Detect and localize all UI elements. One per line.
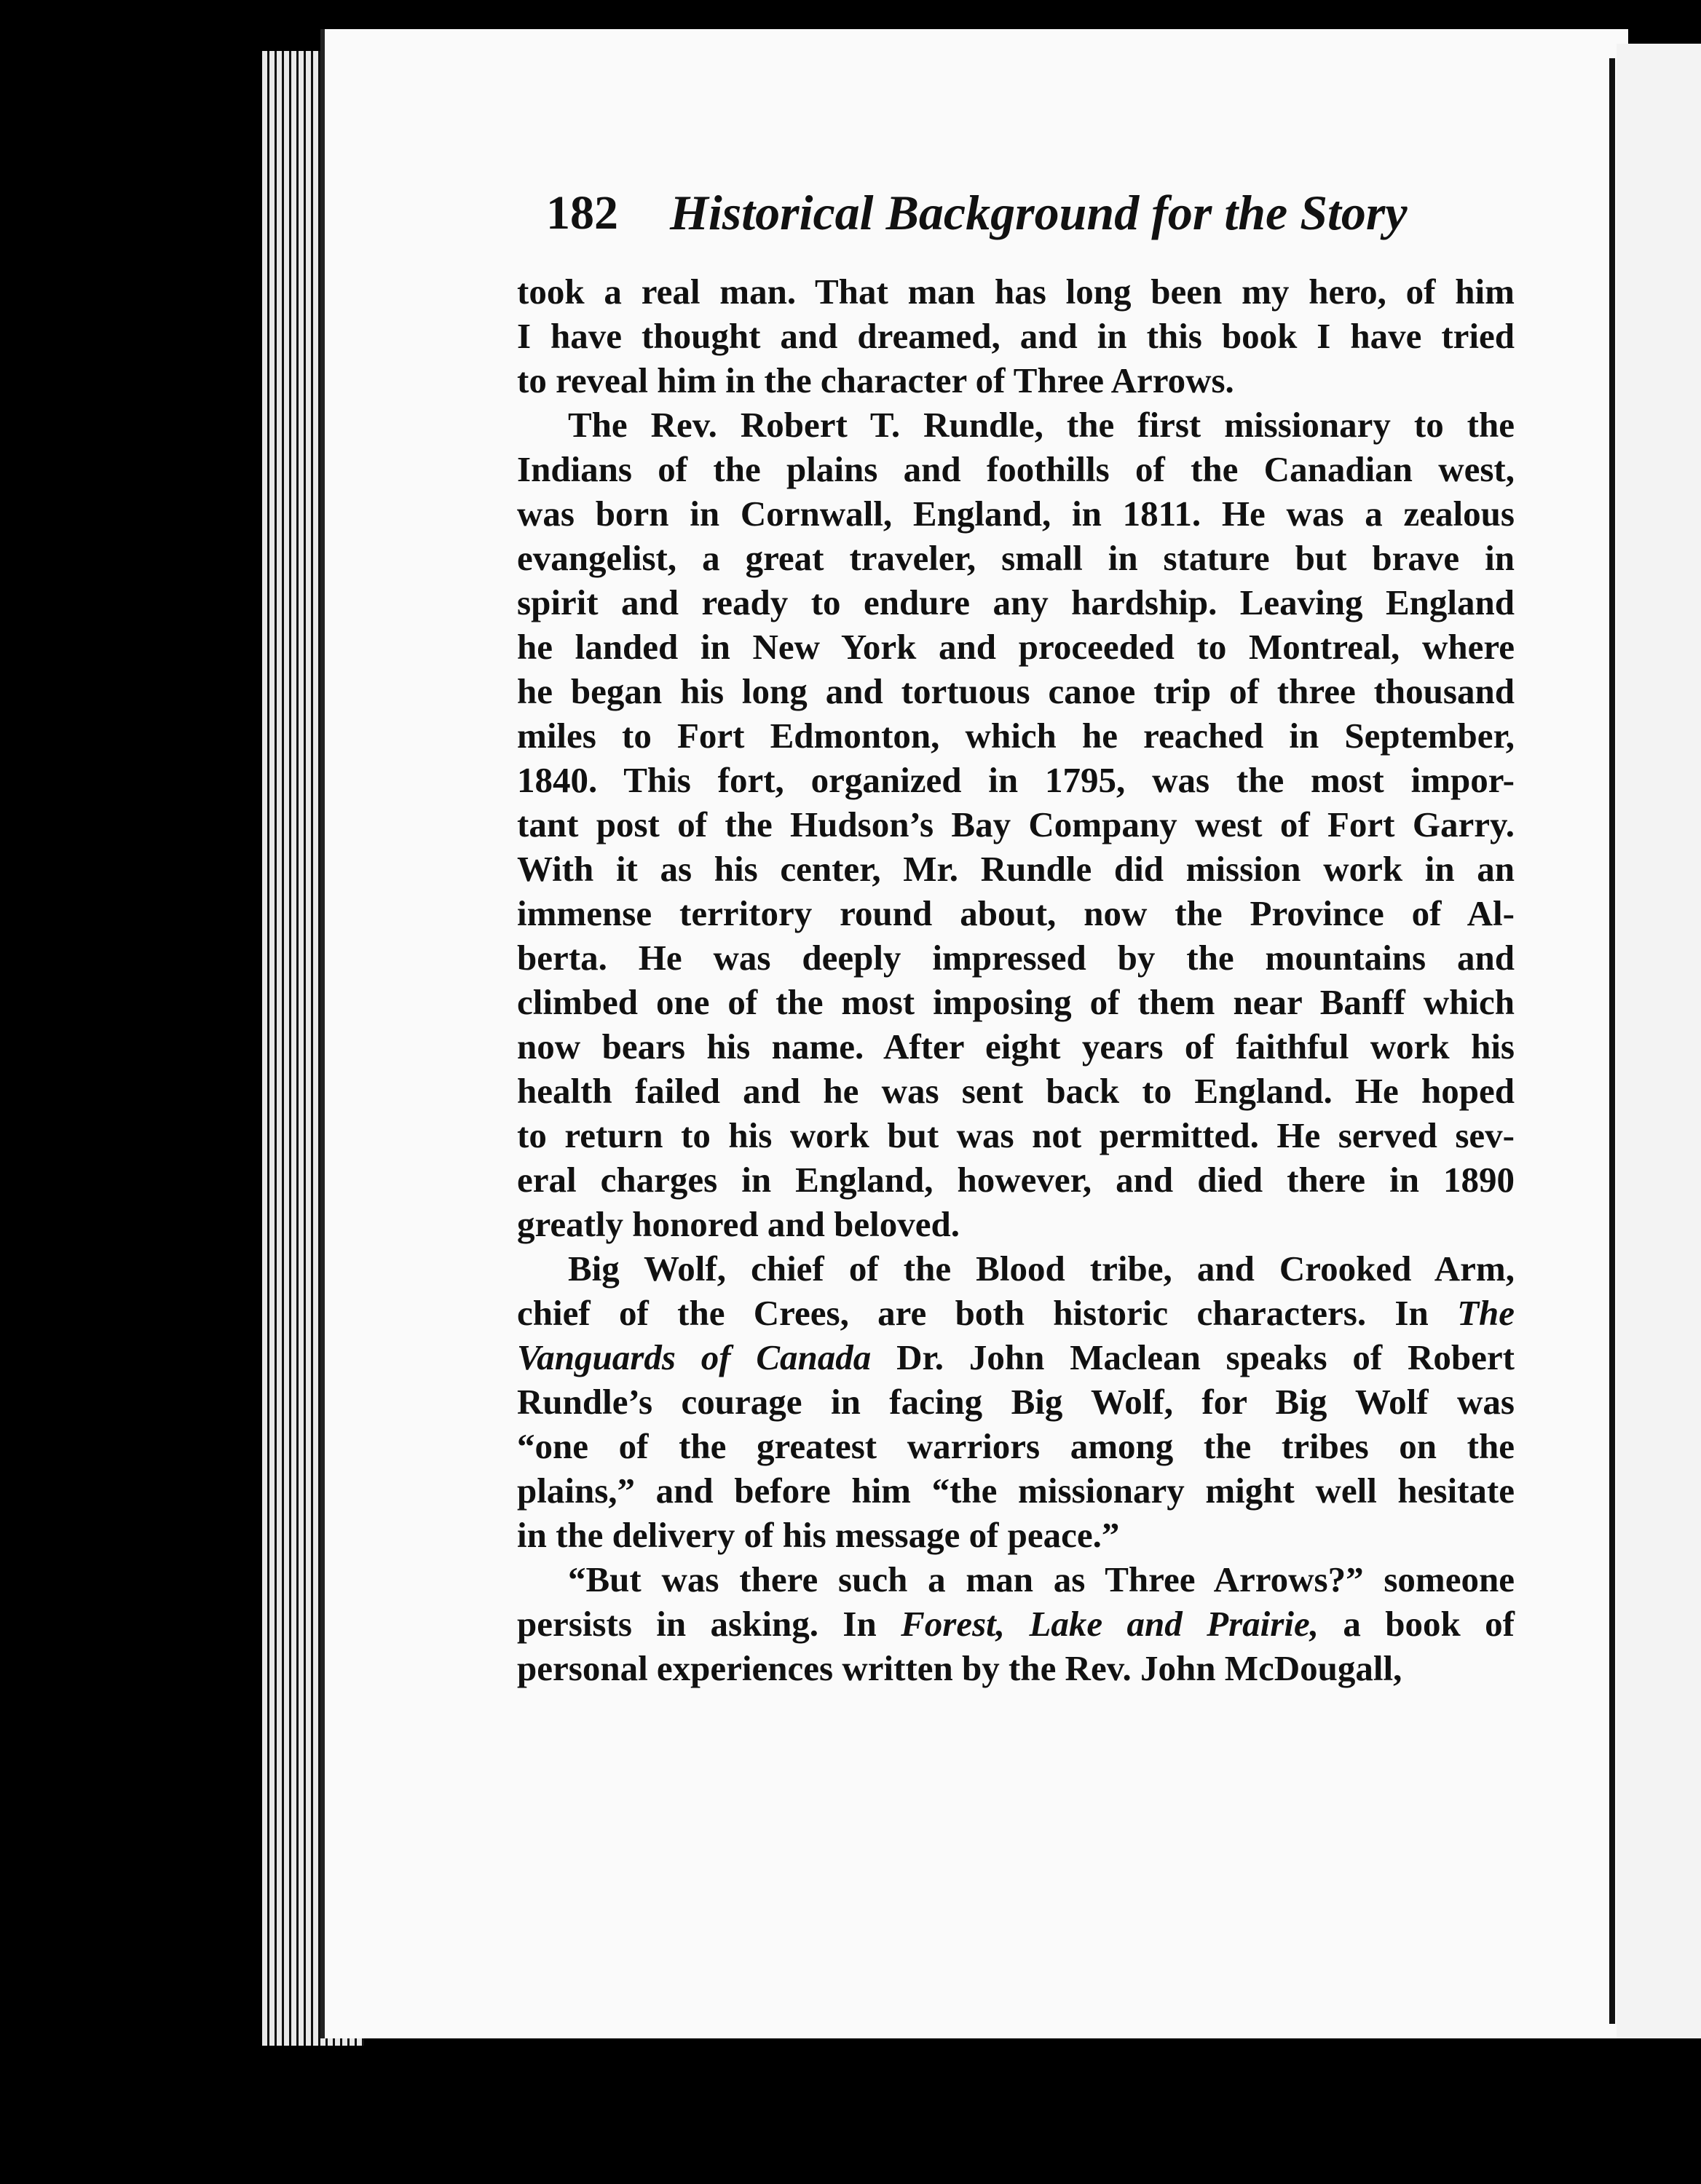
text-line: now bears his name. After eight years of faithful work his [517, 1026, 1515, 1067]
text-line: he landed in New York and proceeded to Montreal, where [517, 627, 1515, 667]
text-line: eral charges in England, however, and died there in 1890 [517, 1160, 1515, 1200]
text-line: Big Wolf, chief of the Blood tribe, and Crooked Arm, [568, 1249, 1515, 1289]
text-fragment: a book of [1343, 1604, 1515, 1644]
text-line: he began his long and tortuous canoe trip of three thousand [517, 671, 1515, 711]
text-line: was born in Cornwall, England, in 1811. He was a zealous [517, 494, 1515, 534]
text-line: Rundle’s courage in facing Big Wolf, for Big Wolf was [517, 1382, 1515, 1422]
text-line: “But was there such a man as Three Arrows?” someone [568, 1559, 1515, 1599]
text-line: With it as his center, Mr. Rundle did mission work in an [517, 849, 1515, 889]
text-line: immense territory round about, now the Province of Al- [517, 893, 1515, 933]
text-line: tant post of the Hudson’s Bay Company west of Fort Garry. [517, 804, 1515, 844]
text-line [517, 1291, 1515, 1335]
running-title: Historical Background for the Story [670, 185, 1408, 240]
text-fragment: persists in asking. In [517, 1604, 877, 1644]
text-line [517, 1335, 1515, 1380]
page-number: 182 [546, 186, 618, 240]
book-title-italic: Vanguards of Canada [517, 1337, 872, 1377]
page-gutter-rule [1609, 58, 1615, 2024]
text-line: The Rev. Robert T. Rundle, the first missionary to the [568, 405, 1515, 445]
text-line [517, 1602, 1515, 1646]
text-fragment: chief of the Crees, are both historic characters. In [517, 1293, 1429, 1333]
body-text [517, 269, 1515, 1690]
text-line: spirit and ready to endure any hardship. Leaving England [517, 582, 1515, 622]
text-line: to reveal him in the character of Three Arrows. [517, 360, 1234, 400]
text-line: greatly honored and beloved. [517, 1204, 960, 1244]
text-line: climbed one of the most imposing of them near Banff which [517, 982, 1515, 1022]
text-line: evangelist, a great traveler, small in stature but brave in [517, 538, 1515, 578]
book-spine-shadow [0, 0, 306, 2184]
text-line: to return to his work but was not permitted. He served sev- [517, 1115, 1515, 1155]
text-line: personal experiences written by the Rev. John McDougall, [517, 1648, 1402, 1688]
text-line: 1840. This fort, organized in 1795, was the most impor- [517, 760, 1515, 800]
text-line: miles to Fort Edmonton, which he reached in September, [517, 716, 1515, 756]
book-title-italic: Forest, Lake and Prairie, [901, 1604, 1319, 1644]
page-header [546, 178, 1449, 258]
text-line: berta. He was deeply impressed by the mountains and [517, 938, 1515, 978]
text-line: I have thought and dreamed, and in this book I have tried [517, 316, 1515, 356]
facing-page-edge [1617, 44, 1701, 2038]
text-line: Indians of the plains and foothills of the Canadian west, [517, 449, 1515, 489]
text-line: in the delivery of his message of peace.” [517, 1515, 1120, 1555]
book-title-italic: The [1457, 1293, 1515, 1333]
text-line: took a real man. That man has long been my hero, of him [517, 272, 1515, 312]
text-line: health failed and he was sent back to England. He hoped [517, 1071, 1515, 1111]
text-line: plains,” and before him “the missionary might well hesitate [517, 1471, 1515, 1511]
text-fragment: Dr. John Maclean speaks of Robert [896, 1337, 1515, 1377]
text-line: “one of the greatest warriors among the tribes on the [517, 1426, 1515, 1466]
